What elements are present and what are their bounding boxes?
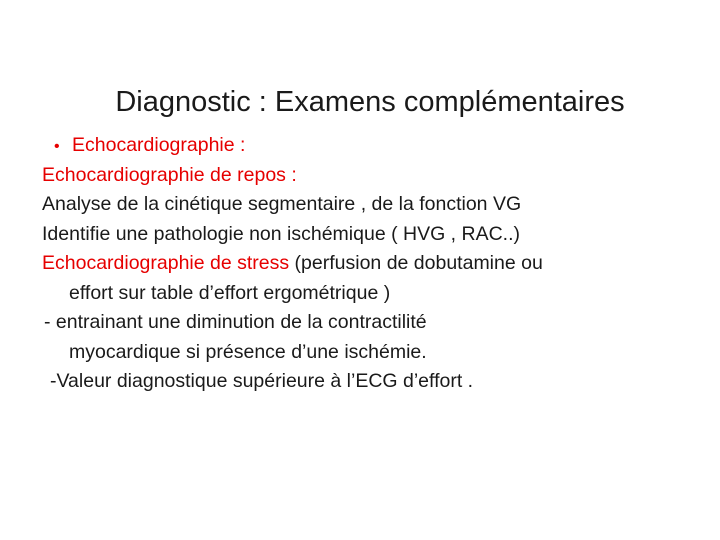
stress-detail: (perfusion de dobutamine ou [289,252,543,274]
slide-title: Diagnostic : Examens complémentaires [115,86,625,118]
stress-heading: Echocardiographie de stress [42,252,290,274]
body-line-diminution: - entrainant une diminution de la contractilité [44,311,427,333]
body-line-stress [42,249,712,279]
body-line-pathologie: Identifie une pathologie non ischémique ( HVG , RAC..) [42,222,521,245]
body-line-cinetique: Analyse de la cinétique segmentaire , de la fonction VG [42,193,522,215]
bullet-text: Echocardiographie : [72,134,246,156]
subheading-repos: Echocardiographie de repos : [42,163,297,186]
body-line-valeur: -Valeur diagnostique supérieure à l’ECG d’effort . [50,370,474,392]
body-line-effort: effort sur table d’effort ergométrique ) [69,281,391,304]
slide-body [42,131,712,397]
bullet-item-echocardiographie [42,131,712,161]
body-line-ischemie: myocardique si présence d’une ischémie. [69,340,427,363]
bullet-icon: • [54,138,60,155]
